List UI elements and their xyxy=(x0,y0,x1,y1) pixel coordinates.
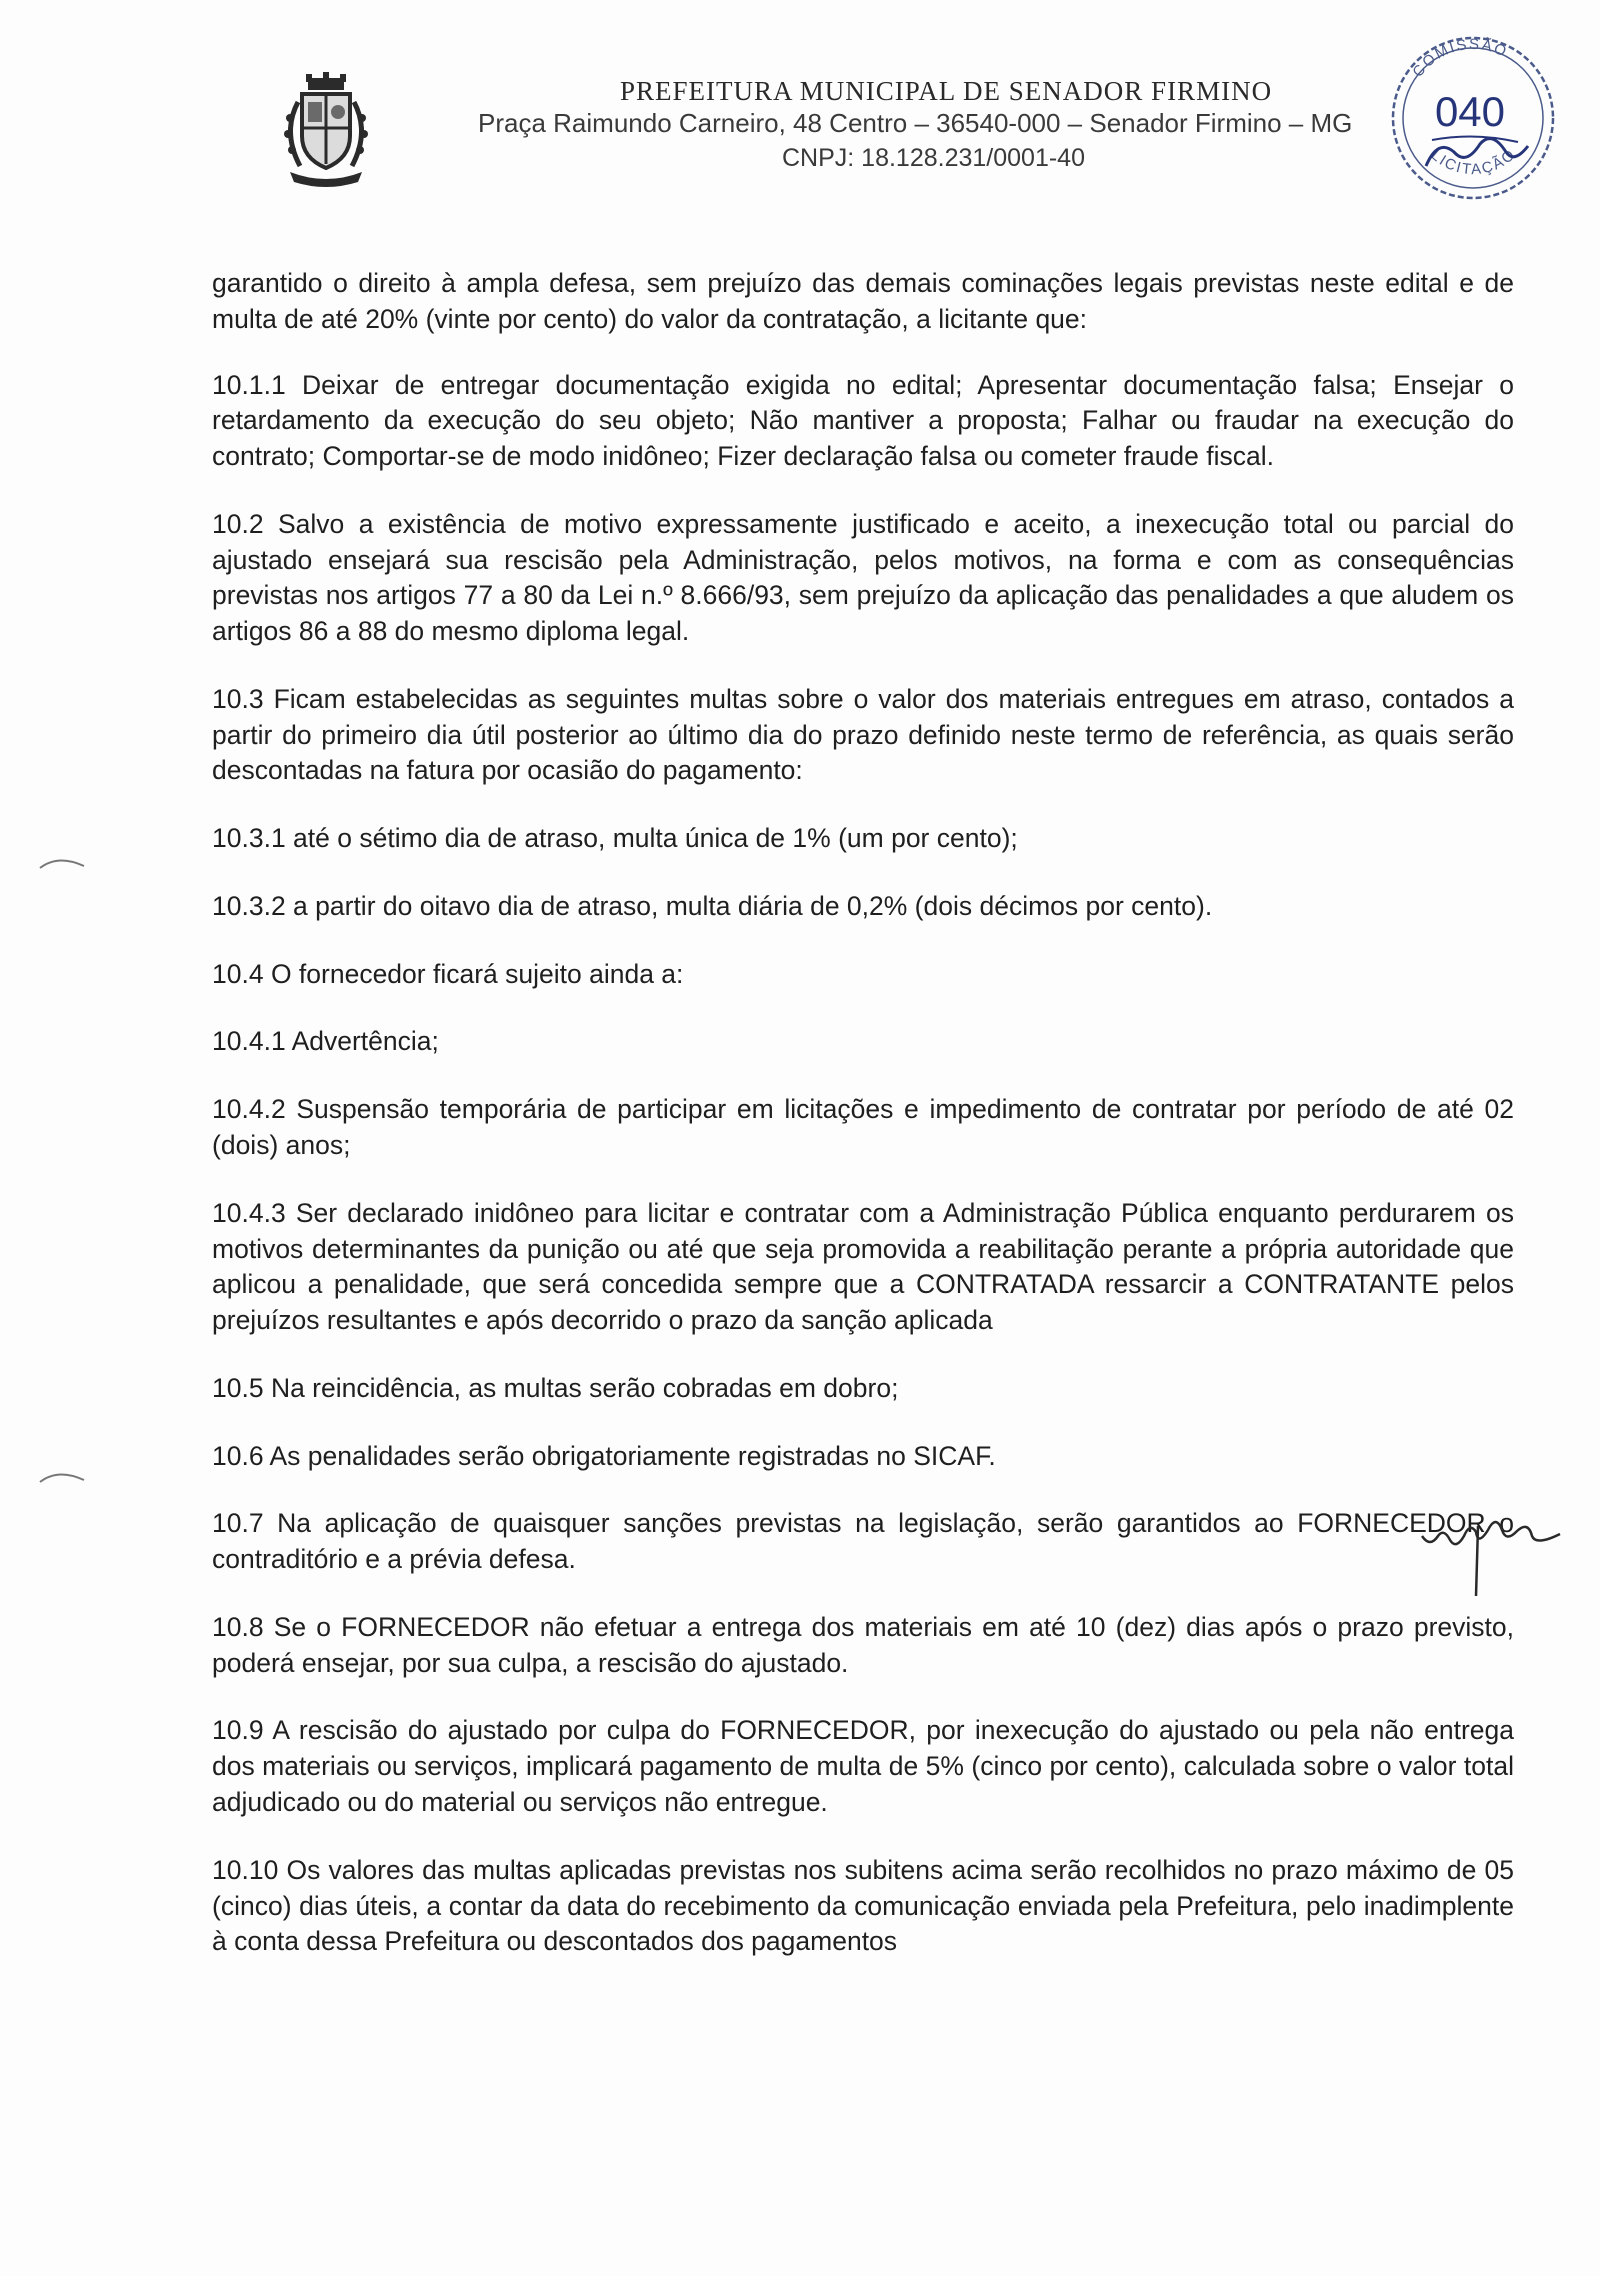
paragraph-10-8: 10.8 Se o FORNECEDOR não efetuar a entrega dos materiais em até 10 (dez) dias após o prazo previsto, poderá ensejar, por sua culpa, a rescisão do ajustado. xyxy=(212,1611,1514,1678)
stamp-number: 040 xyxy=(1434,88,1506,135)
paragraph-10-2: 10.2 Salvo a existência de motivo expressamente justificado e aceito, a inexecução total ou parcial do ajustado ensejará sua rescisão pela Administração, pelos motivos, na forma e com as consequências previstas nos artigos 77 a 80 da Lei n.º 8.666/93, sem prejuízo da aplicação das penalidades a que aludem os artigos 86 a 88 do mesmo diploma legal. xyxy=(212,508,1514,647)
municipality-title: PREFEITURA MUNICIPAL DE SENADOR FIRMINO xyxy=(620,76,1273,106)
paragraph-10-3-1: 10.3.1 até o sétimo dia de atraso, multa única de 1% (um por cento); xyxy=(212,823,1018,854)
handwritten-signature xyxy=(1418,1496,1568,1606)
paragraph-10-9: 10.9 A rescisão do ajustado por culpa do FORNECEDOR, por inexecução do ajustado ou pela não entrega dos materiais ou serviços, implicará pagamento de multa de 5% (cinco por cento), calculada sobre o valor total adjudicado ou do material ou serviços não entregue. xyxy=(212,1715,1514,1817)
paragraph-10-7: 10.7 Na aplicação de quaisquer sanções previstas na legislação, serão garantidos ao FORNECEDOR o contraditório e a prévia defesa. xyxy=(212,1508,1514,1575)
paragraph-10-3-2: 10.3.2 a partir do oitavo dia de atraso, multa diária de 0,2% (dois décimos por cento). xyxy=(212,890,1213,921)
paragraph-10-3: 10.3 Ficam estabelecidas as seguintes multas sobre o valor dos materiais entregues em atraso, contados a partir do primeiro dia útil posterior ao último dia do prazo definido neste termo de referência, as quais serão descontadas na fatura por ocasião do pagamento: xyxy=(212,683,1514,786)
svg-text:COMISSÃO xyxy=(1409,36,1510,81)
paragraph-10-6: 10.6 As penalidades serão obrigatoriamente registradas no SICAF. xyxy=(212,1440,996,1471)
paragraph-10-1-1: 10.1.1 Deixar de entregar documentação exigida no edital; Apresentar documentação falsa; Ensejar o retardamento da execução do seu objeto; Não mantiver a proposta; Falhar ou fraudar na execução do contrato; Comportar-se de modo inidôneo; Fizer declaração falsa ou cometer fraude fiscal. xyxy=(212,369,1514,472)
municipal-crest-icon xyxy=(276,72,376,190)
paragraph-10-4: 10.4 O fornecedor ficará sujeito ainda a: xyxy=(212,958,684,989)
document-body xyxy=(212,266,1514,1992)
municipality-cnpj: CNPJ: 18.128.231/0001-40 xyxy=(782,144,1085,172)
commission-stamp xyxy=(1388,20,1558,210)
paragraph-intro: garantido o direito à ampla defesa, sem prejuízo das demais cominações legais previstas neste edital e de multa de até 20% (vinte por cento) do valor da contratação, a licitante que: xyxy=(212,268,1514,334)
paragraph-10-4-3: 10.4.3 Ser declarado inidôneo para licitar e contratar com a Administração Pública enquanto perdurarem os motivos determinantes da punição ou até que seja promovida a reabilitação perante a própria autoridade que aplicou a penalidade, que será concedida sempre que a CONTRATADA ressarcir a CONTRATANTE pelos prejuízos resultantes e após decorrido o prazo da sanção aplicada xyxy=(212,1197,1514,1336)
scan-margin-mark xyxy=(38,1466,86,1486)
stamp-bottom-text: LICITAÇÃO xyxy=(1427,145,1520,179)
paragraph-10-10: 10.10 Os valores das multas aplicadas previstas nos subitens acima serão recolhidos no prazo máximo de 05 (cinco) dias úteis, a contar da data do recebimento da comunicação enviada pela Prefeitura, pelo inadimplente à conta dessa Prefeitura ou descontados dos pagamentos xyxy=(212,1854,1514,1957)
municipality-address: Praça Raimundo Carneiro, 48 Centro – 36540-000 – Senador Firmino – MG xyxy=(478,108,1353,138)
stamp-top-text: COMISSÃO xyxy=(1409,35,1511,81)
paragraph-10-4-2: 10.4.2 Suspensão temporária de participar em licitações e impedimento de contratar por período de até 02 (dois) anos; xyxy=(212,1094,1514,1161)
scan-margin-mark xyxy=(38,852,86,872)
paragraph-10-5: 10.5 Na reincidência, as multas serão cobradas em dobro; xyxy=(212,1372,899,1403)
paragraph-10-4-1: 10.4.1 Advertência; xyxy=(212,1026,439,1057)
